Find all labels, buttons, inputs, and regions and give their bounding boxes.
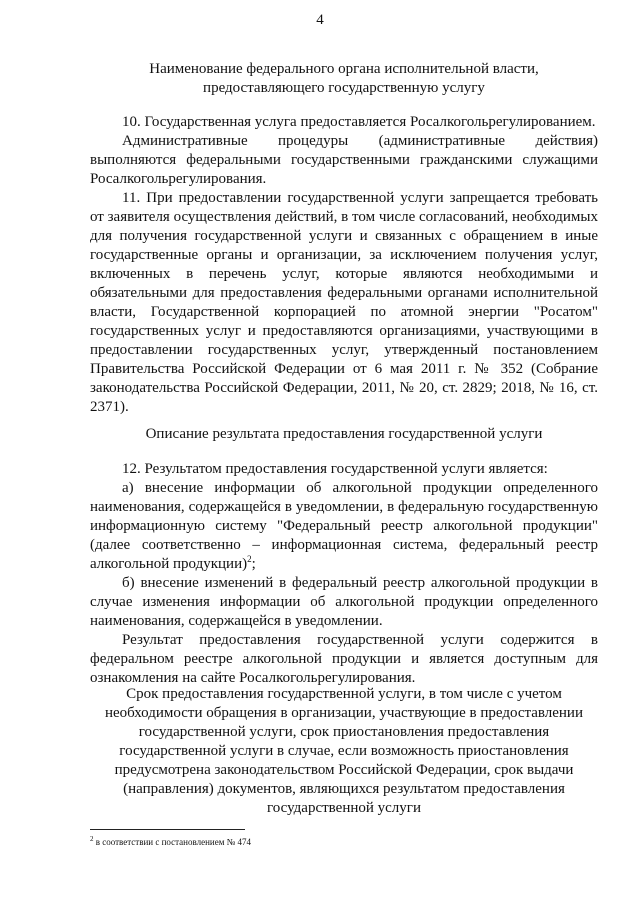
paragraph-10: 10. Государственная услуга предоставляется Росалкогольрегулированием. [122, 114, 596, 130]
heading-line: государственной услуги в случае, если возможность приостановления [119, 743, 569, 759]
section-heading-authority [90, 60, 598, 98]
heading-line: необходимости обращения в организации, участвующие в предоставлении [105, 705, 583, 721]
paragraph-12a-end: ; [251, 556, 256, 572]
footnote-reference: 2 [247, 554, 252, 564]
paragraph-12a-text: а) внесение информации об алкогольной продукции определенного наименования, содержащейся в уведомлении, в федеральную государственную информационную систему "Федеральный реестр алкогольной продукции" (далее соответственно – информационная система, федеральный реестр алкогольной продукции) [90, 480, 598, 572]
footnote-text: в соответствии с постановлением № 474 [93, 837, 252, 847]
heading-line: предусмотрена законодательством Российской Федерации, срок выдачи [114, 762, 574, 778]
section-authority-body [90, 113, 598, 417]
page-number: 4 [316, 12, 324, 28]
heading-line: государственной услуги [267, 800, 421, 816]
paragraph-11: 11. При предоставлении государственной услуги запрещается требовать от заявителя осуществления действий, в том числе согласований, необходимых для получения государственной услуги и связанных с обращением в иные государственные органы и организации, за исключением получения услуг, включенных в перечень услуг, которые являются необходимыми и обязательными для предоставления федеральными органами исполнительной власти, Государственной корпорацией по атомной энергии "Росатом" государственных услуг и предоставляются организациями, участвующими в предоставлении государственных услуг, утвержденный постановлением Правительства Российской Федерации от 6 мая 2011 г. № 352 (Собрание законодательства Российской Федерации, 2011, № 20, ст. 2829; 2018, № 16, ст. 2371). [90, 190, 598, 415]
paragraph-12a [90, 479, 598, 574]
paragraph-12c: Результат предоставления государственной услуги содержится в федеральном реестре алкогольной продукции и является доступным для ознакомления на сайте Росалкогольрегулирования. [90, 632, 598, 686]
footnote [90, 836, 251, 848]
heading-line: предоставляющего государственную услугу [203, 80, 485, 96]
footnote-divider [90, 829, 245, 830]
paragraph-12b: б) внесение изменений в федеральный реестр алкогольной продукции в случае изменения информации об алкогольной продукции определенного наименования, содержащейся в уведомлении. [90, 575, 598, 629]
heading-line: Наименование федерального органа исполнительной власти, [149, 61, 539, 77]
heading-line: Срок предоставления государственной услуги, в том числе с учетом [126, 686, 562, 702]
section-heading-term [90, 685, 598, 818]
paragraph-10-procedures: Административные процедуры (административные действия) выполняются федеральными государственными гражданскими служащими Росалкогольрегулирования. [90, 133, 598, 187]
heading-line: государственной услуги, срок приостановления предоставления [138, 724, 550, 740]
heading-line: (направления) документов, являющихся результатом предоставления [123, 781, 565, 797]
paragraph-12: 12. Результатом предоставления государственной услуги является: [122, 461, 548, 477]
section-result-body [90, 460, 598, 688]
section-heading-result: Описание результата предоставления государственной услуги [145, 426, 543, 442]
footnote-mark: 2 [90, 835, 94, 843]
